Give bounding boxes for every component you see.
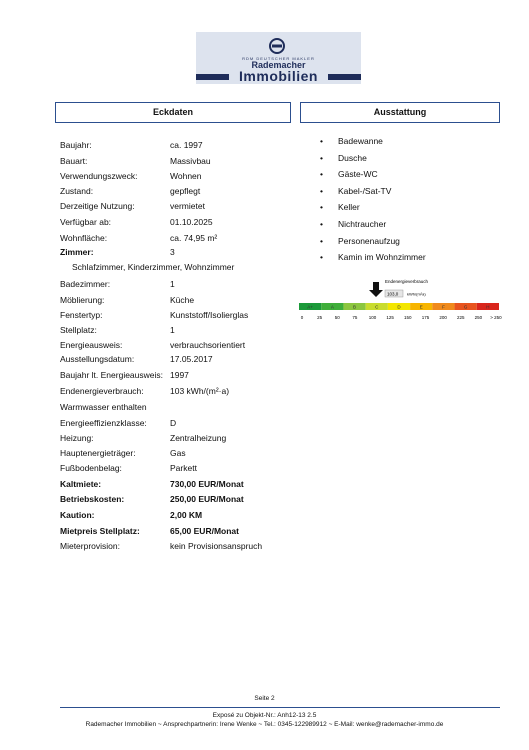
energy-tick-label: 200 xyxy=(439,315,447,320)
energy-value: 103,0 xyxy=(387,291,399,297)
rooms-note: Schlafzimmer, Kinderzimmer, Wohnzimmer xyxy=(72,262,235,272)
energy-tick-label: 25 xyxy=(317,315,323,320)
energy-tick-label: 225 xyxy=(456,315,465,320)
energy-tick-label: 250 xyxy=(474,315,483,320)
energy-band-label: E xyxy=(419,304,423,310)
energy-tick-label: 0 xyxy=(300,315,304,320)
energy-band-label: G xyxy=(463,304,468,310)
expose-ref: Exposé zu Objekt-Nr.: Anh12-13 2.5 xyxy=(212,712,317,719)
energy-band-label: H xyxy=(486,304,490,310)
energy-tick-label: 150 xyxy=(404,315,412,320)
energy-title: Endenergieverbrauch xyxy=(385,279,429,284)
energy-band-label: B xyxy=(353,304,357,310)
energy-tick-label: 175 xyxy=(421,315,430,320)
energy-band-label: D xyxy=(397,304,401,310)
energy-band-label: F xyxy=(442,304,445,310)
energy-tick-label: 50 xyxy=(334,315,340,320)
logo-line1: Rademacher xyxy=(251,60,306,70)
water-note: Warmwasser enthalten xyxy=(60,402,147,412)
eckdaten-header: Eckdaten xyxy=(55,102,291,123)
energy-band-label: A+ xyxy=(307,304,313,310)
logo-tagline: RDM DEUTSCHER MAKLER xyxy=(242,56,315,61)
energy-marker-arrow-icon xyxy=(369,282,383,297)
ausstattung-header: Ausstattung xyxy=(300,102,500,123)
page-number: Seite 2 xyxy=(254,695,275,702)
energy-band-label: C xyxy=(375,304,379,310)
energy-tick-label: > 250 xyxy=(490,315,502,320)
energy-scale xyxy=(299,277,502,327)
energy-tick-label: 100 xyxy=(368,315,377,320)
energy-tick-label: 125 xyxy=(386,315,394,320)
company-logo xyxy=(196,32,361,84)
energy-band-label: A xyxy=(330,304,334,310)
contact-line: Rademacher Immobilien ~ Ansprechpartnerin: Irene Wenke ~ Tel.: 0345-122989912 ~ E-Mail: wenke@rademacher-immo.de xyxy=(85,721,444,728)
energy-scale-graphic xyxy=(299,277,502,327)
logo-emblem-icon xyxy=(266,38,288,54)
energy-tick-label: 75 xyxy=(352,315,358,320)
footer-rule xyxy=(60,707,500,708)
logo-line2: Immobilien xyxy=(239,68,318,84)
energy-unit: kWh/(m²a) xyxy=(407,291,426,297)
